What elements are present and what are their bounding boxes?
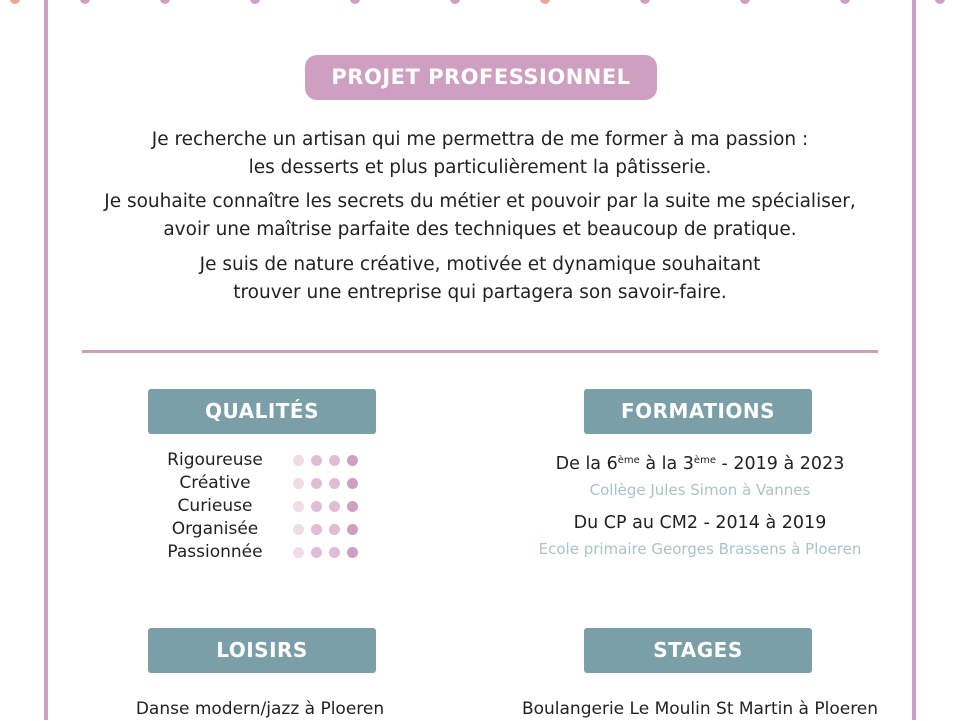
rating-dot xyxy=(311,478,322,489)
formation-text: De la 6 xyxy=(555,454,618,474)
qualite-label: Créative xyxy=(179,473,251,493)
rating-dot xyxy=(293,478,304,489)
projet-paragraph-2 xyxy=(60,188,900,244)
rating-dot xyxy=(311,455,322,466)
rating-dot xyxy=(311,547,322,558)
decor-dot xyxy=(160,0,170,4)
qualite-label: Passionnée xyxy=(167,542,263,562)
rating-dot xyxy=(293,455,304,466)
projet-line: trouver une entreprise qui partagera son savoir-faire. xyxy=(233,282,727,303)
rating-dot xyxy=(329,501,340,512)
formation-title xyxy=(500,449,900,476)
rating-dot-row xyxy=(293,472,358,495)
rating-dot-row xyxy=(293,495,358,518)
rating-dot xyxy=(293,501,304,512)
rating-dot xyxy=(311,524,322,535)
rating-dot xyxy=(347,455,358,466)
rating-dot xyxy=(347,547,358,558)
formation-school: Collège Jules Simon à Vannes xyxy=(589,481,811,499)
qualite-label: Rigoureuse xyxy=(167,450,263,470)
loisir-item: Danse modern/jazz à Ploeren xyxy=(135,699,385,719)
rating-dot xyxy=(329,478,340,489)
qualite-label: Organisée xyxy=(171,519,259,539)
formation-title: Du CP au CM2 - 2014 à 2019 xyxy=(573,513,827,533)
stages-heading: STAGES xyxy=(584,628,812,673)
frame-left-border xyxy=(44,0,48,720)
decor-dot xyxy=(450,0,460,4)
qualites-list xyxy=(150,449,280,564)
projet-heading: PROJET PROFESSIONNEL xyxy=(305,55,657,100)
rating-dot xyxy=(293,524,304,535)
decor-dot xyxy=(640,0,650,4)
rating-dot xyxy=(347,524,358,535)
rating-dot-row xyxy=(293,541,358,564)
formation-sup: ème xyxy=(693,455,716,466)
qualites-rating-dots xyxy=(293,449,358,564)
projet-line: Je recherche un artisan qui me permettra de me former à ma passion : xyxy=(151,129,809,150)
projet-line: Je suis de nature créative, motivée et dynamique souhaitant xyxy=(199,254,761,275)
section-divider xyxy=(82,350,878,353)
qualite-label: Curieuse xyxy=(177,496,253,516)
rating-dot-row xyxy=(293,449,358,472)
formation-sup: ème xyxy=(617,455,640,466)
projet-line: les desserts et plus particulièrement la pâtisserie. xyxy=(248,157,712,178)
rating-dot xyxy=(329,547,340,558)
frame-right-border xyxy=(912,0,916,720)
rating-dot xyxy=(311,501,322,512)
decor-dot xyxy=(350,0,360,4)
formation-item-2 xyxy=(500,511,900,560)
rating-dot xyxy=(329,524,340,535)
formation-item-1 xyxy=(500,449,900,501)
projet-line: avoir une maîtrise parfaite des techniques et beaucoup de pratique. xyxy=(163,219,797,240)
rating-dot xyxy=(347,501,358,512)
top-decoration xyxy=(0,0,960,4)
projet-line: Je souhaite connaître les secrets du métier et pouvoir par la suite me spécialiser, xyxy=(104,191,856,212)
decor-dot xyxy=(740,0,750,4)
rating-dot-row xyxy=(293,518,358,541)
formation-school: Ecole primaire Georges Brassens à Ploeren xyxy=(538,540,862,558)
projet-paragraph-3 xyxy=(60,251,900,307)
decor-dot xyxy=(840,0,850,4)
decor-dot xyxy=(80,0,90,4)
decor-dot xyxy=(250,0,260,4)
rating-dot xyxy=(347,478,358,489)
formation-text: à la 3 xyxy=(639,454,694,474)
loisirs-heading: LOISIRS xyxy=(148,628,376,673)
decor-dot xyxy=(10,0,20,4)
decor-dot xyxy=(540,0,550,4)
qualites-heading: QUALITÉS xyxy=(148,389,376,434)
stage-item: Boulangerie Le Moulin St Martin à Ploeren xyxy=(521,699,879,719)
projet-paragraph-1 xyxy=(60,126,900,182)
rating-dot xyxy=(293,547,304,558)
formations-heading: FORMATIONS xyxy=(584,389,812,434)
formation-text: - 2019 à 2023 xyxy=(715,454,845,474)
decor-dot xyxy=(935,0,945,4)
rating-dot xyxy=(329,455,340,466)
